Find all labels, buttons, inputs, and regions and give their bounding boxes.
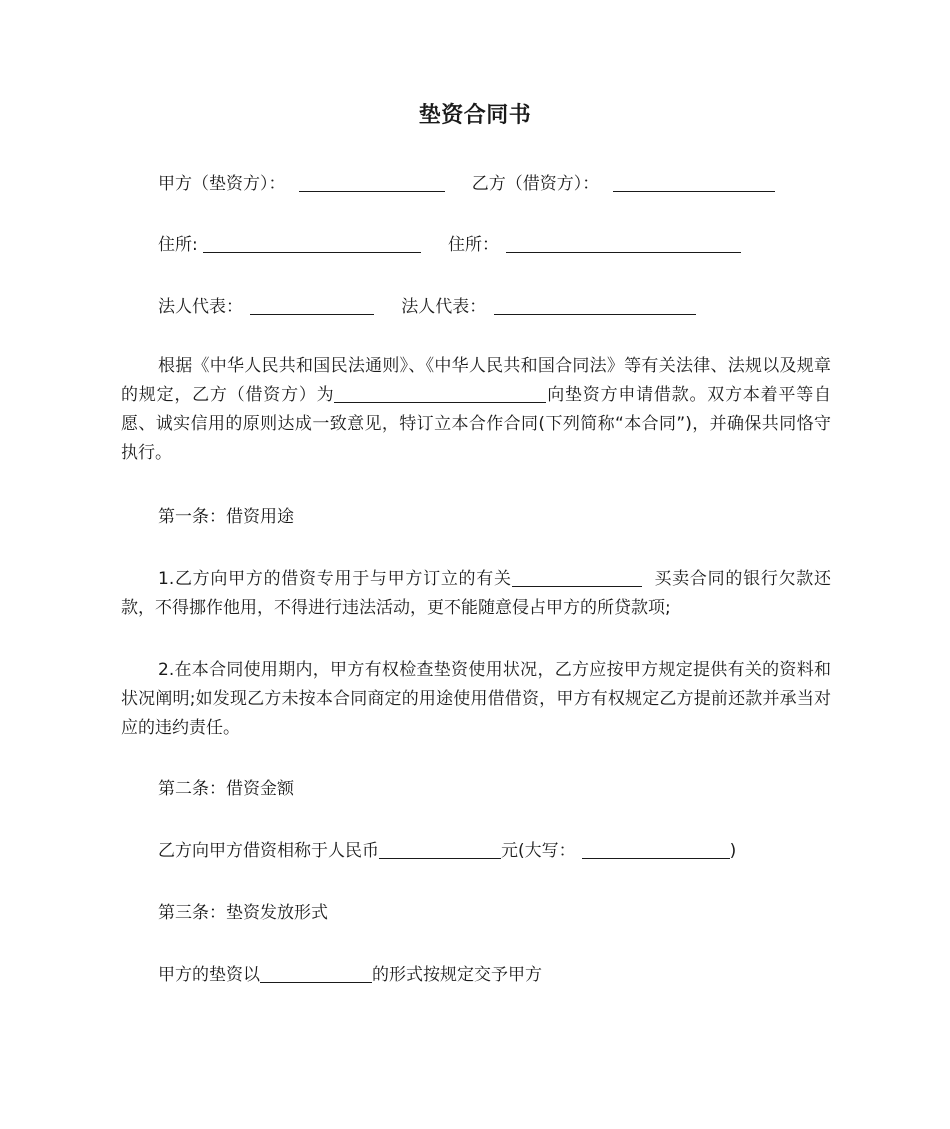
party-line — [158, 170, 775, 198]
amount-text-2: 元(大写： — [501, 841, 576, 861]
party-b-label: 乙方（借资方）： — [471, 174, 600, 194]
address-a-blank — [203, 232, 421, 253]
amount-words-blank — [582, 838, 730, 859]
article2-amount — [158, 837, 736, 865]
party-b-blank — [613, 171, 775, 192]
address-b-label: 住所： — [447, 235, 499, 255]
article1-heading: 第一条：借资用途 — [158, 507, 294, 527]
address-b-blank — [506, 232, 741, 253]
rep-a-blank — [250, 294, 374, 315]
amount-text-1: 乙方向甲方借资相称于人民币 — [158, 841, 379, 861]
amount-blank — [379, 838, 501, 859]
rep-a-label: 法人代表： — [158, 297, 243, 317]
preamble-text-2: 向垫资方申请借款。双方本着平等自愿、诚实信用的原则达成一致意见，特订立本合作合同(下列简称“本合同”)，并确保共同恪守执行。 — [121, 385, 832, 463]
party-a-blank — [299, 171, 445, 192]
party-a-label: 甲方（垫资方）： — [158, 174, 286, 194]
article2-heading: 第二条：借资金额 — [158, 779, 294, 799]
form-text-1: 甲方的垫资以 — [158, 965, 260, 985]
form-text-2: 的形式按规定交予甲方 — [372, 965, 542, 985]
clause1-blank — [512, 566, 642, 587]
representative-line — [158, 293, 696, 321]
form-blank — [260, 962, 372, 983]
clause1-text-1: 1.乙方向甲方的借资专用于与甲方订立的有关 — [158, 569, 512, 589]
address-a-label: 住所: — [158, 235, 198, 255]
preamble-paragraph — [121, 352, 831, 468]
article3-form — [158, 961, 542, 989]
rep-b-label: 法人代表： — [401, 297, 487, 317]
address-line — [158, 231, 741, 259]
article1-clause2: 2.在本合同使用期内，甲方有权检查垫资使用状况，乙方应按甲方规定提供有关的资料和状况阐明;如发现乙方未按本合同商定的用途使用借借资，甲方有权规定乙方提前还款并承当对应的违约责任。 — [121, 660, 831, 738]
amount-text-3: ) — [729, 841, 737, 861]
rep-b-blank — [494, 294, 696, 315]
preamble-text-1: 根据《中华人民共和国民法通则》、《中华人民共和国合同法》等有关法律、法规以及规章的规定，乙方（借资方）为 — [121, 356, 831, 405]
clause1-text-2: 买卖合同的银行欠款还款，不得挪作他用，不得进行违法活动，更不能随意侵占甲方的所贷款项; — [121, 569, 831, 618]
preamble-blank — [334, 382, 546, 403]
article1-clause1 — [121, 565, 831, 623]
document-title: 垫资合同书 — [418, 103, 532, 128]
article3-heading: 第三条：垫资发放形式 — [158, 903, 328, 923]
